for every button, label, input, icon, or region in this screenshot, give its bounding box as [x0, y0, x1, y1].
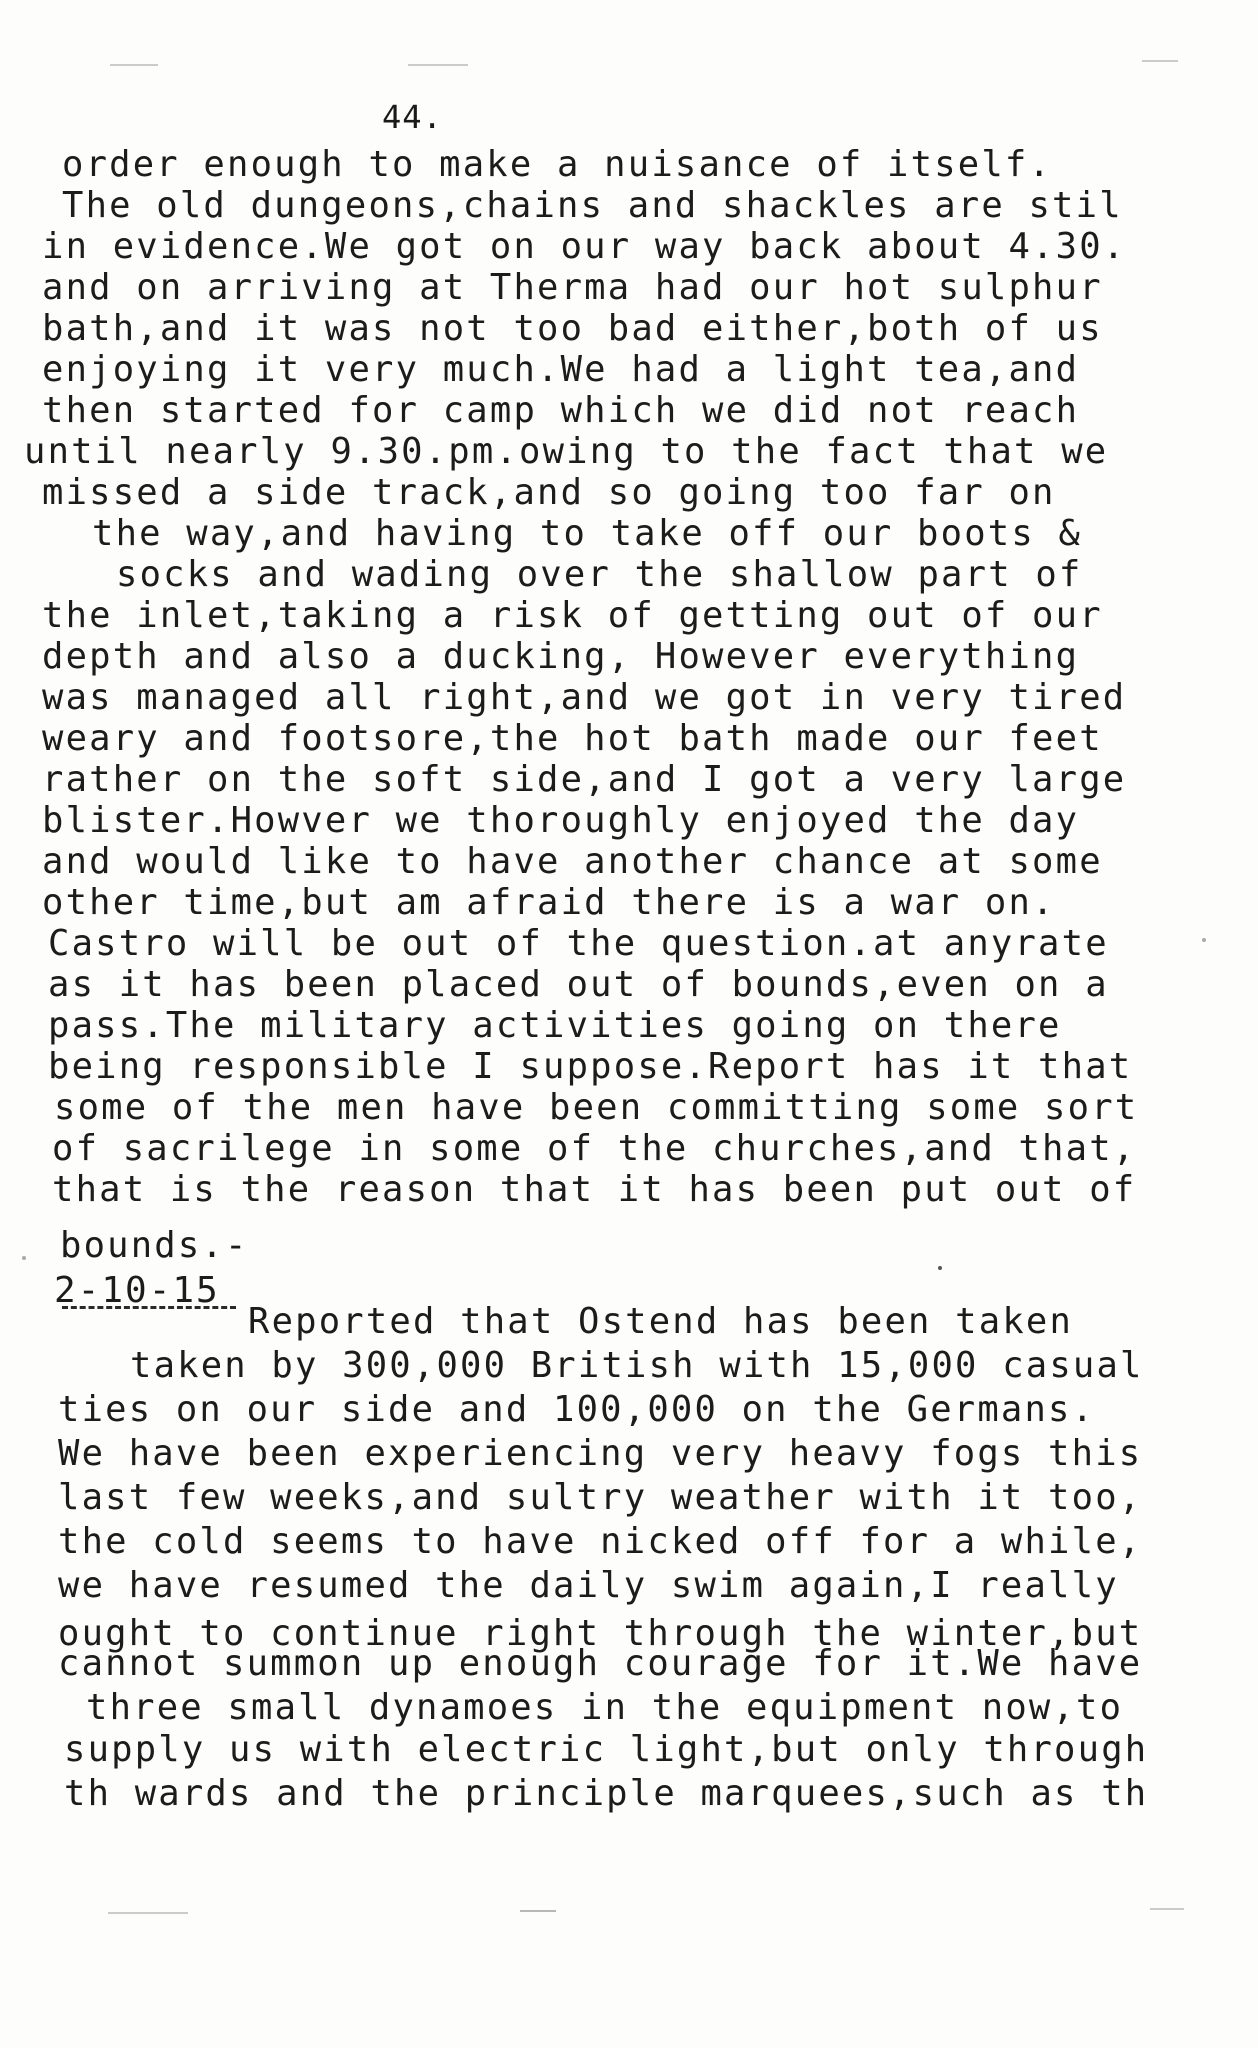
- scan-speck: [938, 1266, 942, 1270]
- date-underline: [62, 1306, 236, 1309]
- scan-speck: [22, 1256, 26, 1260]
- text-line: depth and also a ducking, However everything: [42, 636, 1080, 677]
- text-line: and on arriving at Therma had our hot sulphur: [42, 267, 1103, 308]
- bottom-edge-mark: [1150, 1908, 1184, 1910]
- text-line: Reported that Ostend has been taken: [248, 1301, 1074, 1342]
- top-edge-mark: [1142, 60, 1178, 62]
- text-line: three small dynamoes in the equipment now,to: [86, 1687, 1124, 1728]
- text-line: cannot summon up enough courage for it.We have: [58, 1643, 1143, 1684]
- text-line: enjoying it very much.We had a light tea,and: [42, 349, 1080, 390]
- bottom-edge-mark: [520, 1910, 556, 1912]
- text-line: then started for camp which we did not reach: [42, 390, 1080, 431]
- text-line: other time,but am afraid there is a war on.: [42, 882, 1056, 923]
- text-line: bounds.-: [60, 1225, 249, 1266]
- top-edge-mark: [408, 64, 468, 66]
- text-line: rather on the soft side,and I got a very large: [42, 759, 1127, 800]
- text-line: as it has been placed out of bounds,even on a: [48, 964, 1109, 1005]
- text-line: bath,and it was not too bad either,both of us: [42, 308, 1103, 349]
- text-line: The old dungeons,chains and shackles are stil: [62, 185, 1123, 226]
- text-line: in evidence.We got on our way back about 4.30.: [42, 226, 1127, 267]
- text-line: being responsible I suppose.Report has it that: [48, 1046, 1133, 1087]
- text-line: some of the men have been committing some sort: [54, 1087, 1139, 1128]
- text-line: ought to continue right through the winter,but: [58, 1613, 1143, 1654]
- text-line: was managed all right,and we got in very tired: [42, 677, 1127, 718]
- text-line: ties on our side and 100,000 on the Germans.: [58, 1389, 1096, 1430]
- text-line: blister.Howver we thoroughly enjoyed the day: [42, 800, 1080, 841]
- text-line: that is the reason that it has been put out of: [52, 1169, 1137, 1210]
- text-line: Castro will be out of the question.at anyrate: [48, 923, 1109, 964]
- text-line: the inlet,taking a risk of getting out of our: [42, 595, 1103, 636]
- text-line: and would like to have another chance at some: [42, 841, 1103, 882]
- entry-date: 2-10-15: [54, 1270, 220, 1311]
- text-line: weary and footsore,the hot bath made our feet: [42, 718, 1103, 759]
- text-line: last few weeks,and sultry weather with it too,: [58, 1477, 1143, 1518]
- top-edge-mark: [110, 64, 158, 66]
- page-number: 44.: [382, 98, 443, 136]
- text-line: th wards and the principle marquees,such as th: [64, 1773, 1149, 1814]
- text-line: We have been experiencing very heavy fogs this: [58, 1433, 1143, 1474]
- text-line: order enough to make a nuisance of itself.: [62, 144, 1053, 185]
- text-line: socks and wading over the shallow part of: [116, 554, 1083, 595]
- bottom-edge-mark: [108, 1912, 188, 1914]
- text-line: until nearly 9.30.pm.owing to the fact that we: [24, 431, 1109, 472]
- text-line: we have resumed the daily swim again,I really: [58, 1565, 1119, 1606]
- scan-speck: [1202, 938, 1206, 942]
- text-line: the way,and having to take off our boots &: [92, 513, 1083, 554]
- text-line: of sacrilege in some of the churches,and that,: [52, 1128, 1137, 1169]
- text-line: pass.The military activities going on there: [48, 1005, 1062, 1046]
- text-line: supply us with electric light,but only through: [64, 1729, 1149, 1770]
- text-line: missed a side track,and so going too far on: [42, 472, 1056, 513]
- text-line: taken by 300,000 British with 15,000 casual: [130, 1345, 1144, 1386]
- text-line: the cold seems to have nicked off for a while,: [58, 1521, 1143, 1562]
